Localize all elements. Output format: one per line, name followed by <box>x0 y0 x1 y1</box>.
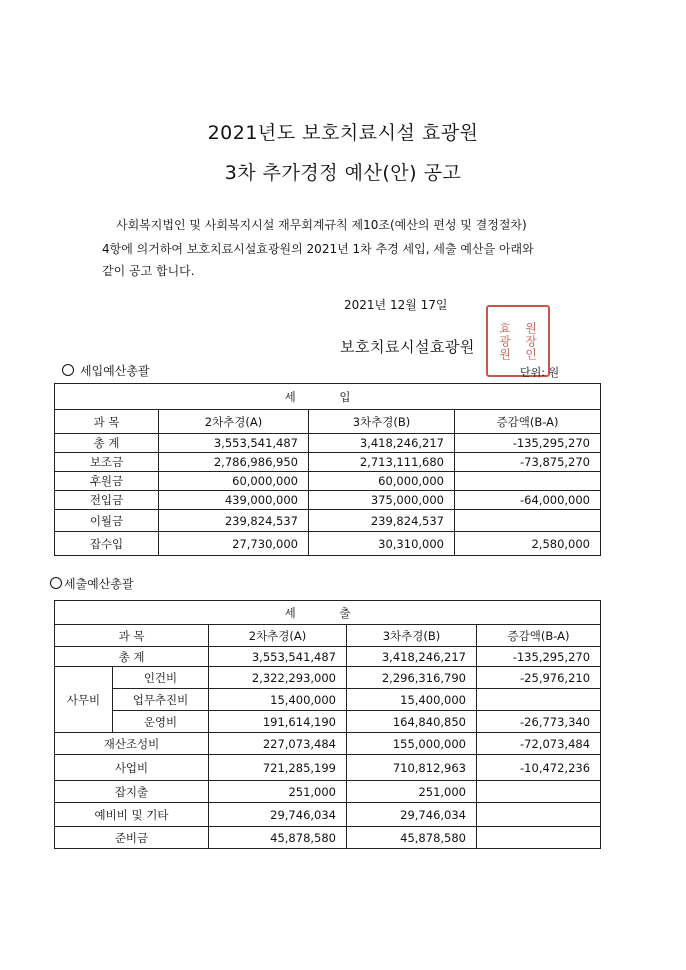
value-2nd: 3,553,541,487 <box>159 434 309 453</box>
value-3rd: 2,713,111,680 <box>309 453 455 472</box>
value-2nd: 2,786,986,950 <box>159 453 309 472</box>
table-row <box>55 755 601 781</box>
value-3rd: 15,400,000 <box>347 689 477 711</box>
value-3rd: 45,878,580 <box>347 827 477 849</box>
revenue-table <box>54 383 601 556</box>
column-header-2nd: 2차추경(A) <box>209 625 347 647</box>
value-2nd: 2,322,293,000 <box>209 667 347 689</box>
circle-bullet-icon <box>50 577 62 589</box>
value-diff: -10,472,236 <box>477 755 601 781</box>
value-diff: -135,295,270 <box>477 647 601 667</box>
value-diff <box>477 689 601 711</box>
value-diff: -72,073,484 <box>477 733 601 755</box>
table-row <box>55 453 601 472</box>
expense-header-row <box>55 625 601 647</box>
column-header-diff: 증감액(B-A) <box>477 625 601 647</box>
revenue-header-row <box>55 410 601 434</box>
value-diff <box>455 510 601 532</box>
row-label: 잡지출 <box>55 781 209 803</box>
value-2nd: 45,878,580 <box>209 827 347 849</box>
value-2nd: 191,614,190 <box>209 711 347 733</box>
expense-group-header: 세 출 <box>55 601 601 625</box>
value-2nd: 239,824,537 <box>159 510 309 532</box>
row-label: 총 계 <box>55 434 159 453</box>
table-row <box>55 711 601 733</box>
expense-section-title: 세출예산총괄 <box>64 577 134 591</box>
notice-line-3: 같이 공고 합니다. <box>102 264 195 278</box>
announcement-date: 2021년 12월 17일 <box>344 298 448 312</box>
column-header-3rd: 3차추경(B) <box>347 625 477 647</box>
row-label: 재산조성비 <box>55 733 209 755</box>
value-diff: -26,773,340 <box>477 711 601 733</box>
revenue-section-heading <box>62 362 150 379</box>
column-header-diff: 증감액(B-A) <box>455 410 601 434</box>
table-row <box>55 781 601 803</box>
value-3rd: 30,310,000 <box>309 532 455 556</box>
column-header-3rd: 3차추경(B) <box>309 410 455 434</box>
value-3rd: 2,296,316,790 <box>347 667 477 689</box>
value-2nd: 721,285,199 <box>209 755 347 781</box>
value-diff <box>477 827 601 849</box>
value-3rd: 251,000 <box>347 781 477 803</box>
expense-section-heading <box>50 575 134 592</box>
row-label: 운영비 <box>113 711 209 733</box>
column-header-2nd: 2차추경(A) <box>159 410 309 434</box>
revenue-group-header: 세 입 <box>55 384 601 410</box>
row-label: 이월금 <box>55 510 159 532</box>
revenue-group-header-row <box>55 384 601 410</box>
value-diff <box>455 472 601 491</box>
value-diff: -73,875,270 <box>455 453 601 472</box>
table-row <box>55 733 601 755</box>
table-row <box>55 827 601 849</box>
notice-line-2: 4항에 의거하여 보호치료시설효광원의 2021년 1차 추경 세입, 세출 예산을 아래와 <box>102 242 534 256</box>
document-subtitle: 3차 추가경정 예산(안) 공고 <box>224 162 462 184</box>
value-2nd: 29,746,034 <box>209 803 347 827</box>
column-header-subject: 과 목 <box>55 410 159 434</box>
row-label: 후원금 <box>55 472 159 491</box>
column-header-subject: 과 목 <box>55 625 209 647</box>
revenue-section-title: 세입예산총괄 <box>80 364 150 378</box>
value-2nd: 251,000 <box>209 781 347 803</box>
row-label: 업무추진비 <box>113 689 209 711</box>
value-3rd: 375,000,000 <box>309 491 455 510</box>
row-label: 총 계 <box>55 647 209 667</box>
table-row <box>55 472 601 491</box>
value-2nd: 439,000,000 <box>159 491 309 510</box>
value-3rd: 164,840,850 <box>347 711 477 733</box>
table-row <box>55 510 601 532</box>
row-label: 보조금 <box>55 453 159 472</box>
row-label: 예비비 및 기타 <box>55 803 209 827</box>
group-label: 사무비 <box>55 667 113 733</box>
table-row <box>55 434 601 453</box>
value-diff: 2,580,000 <box>455 532 601 556</box>
value-2nd: 27,730,000 <box>159 532 309 556</box>
value-2nd: 227,073,484 <box>209 733 347 755</box>
expense-group-header-row <box>55 601 601 625</box>
value-diff <box>477 781 601 803</box>
value-2nd: 15,400,000 <box>209 689 347 711</box>
value-2nd: 60,000,000 <box>159 472 309 491</box>
table-row <box>55 647 601 667</box>
value-diff: -25,976,210 <box>477 667 601 689</box>
value-3rd: 155,000,000 <box>347 733 477 755</box>
value-diff <box>477 803 601 827</box>
unit-label: 단위: 원 <box>520 366 560 379</box>
table-row <box>55 532 601 556</box>
value-3rd: 3,418,246,217 <box>309 434 455 453</box>
value-diff: -135,295,270 <box>455 434 601 453</box>
notice-line-1: 사회복지법인 및 사회복지시설 재무회계규칙 제10조(예산의 편성 및 결정절차) <box>116 218 527 232</box>
row-label: 준비금 <box>55 827 209 849</box>
table-row <box>55 803 601 827</box>
value-diff: -64,000,000 <box>455 491 601 510</box>
value-2nd: 3,553,541,487 <box>209 647 347 667</box>
value-3rd: 29,746,034 <box>347 803 477 827</box>
row-label: 전입금 <box>55 491 159 510</box>
value-3rd: 3,418,246,217 <box>347 647 477 667</box>
organization-name: 보호치료시설효광원 <box>340 338 475 356</box>
row-label: 잡수입 <box>55 532 159 556</box>
table-row <box>55 491 601 510</box>
seal-text-left: 효광원 <box>497 321 512 361</box>
value-3rd: 710,812,963 <box>347 755 477 781</box>
value-3rd: 60,000,000 <box>309 472 455 491</box>
document-title: 2021년도 보호치료시설 효광원 <box>207 122 479 144</box>
value-3rd: 239,824,537 <box>309 510 455 532</box>
row-label: 사업비 <box>55 755 209 781</box>
expense-table <box>54 600 601 849</box>
seal-text-right: 원장인 <box>523 321 538 361</box>
table-row <box>55 667 601 689</box>
row-label: 인건비 <box>113 667 209 689</box>
table-row <box>55 689 601 711</box>
circle-bullet-icon <box>62 364 74 376</box>
